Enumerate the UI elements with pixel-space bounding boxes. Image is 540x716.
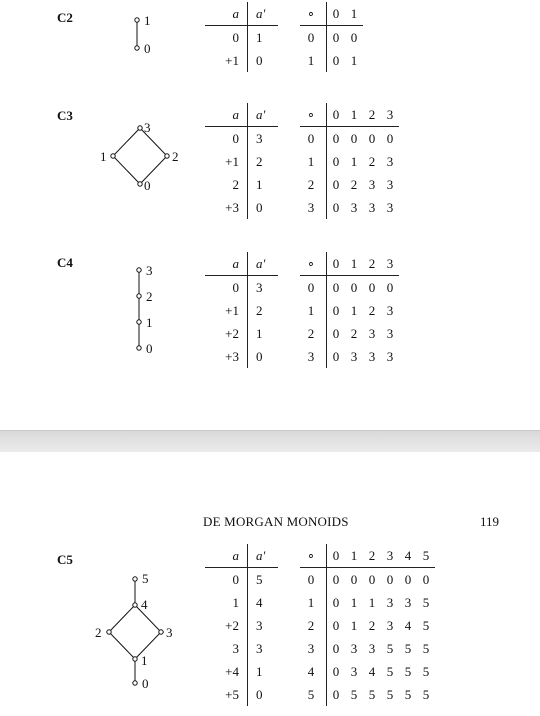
- negation-table-c3: [205, 103, 278, 219]
- mul-header: 2: [363, 544, 381, 568]
- neg-cell: 0: [205, 276, 248, 300]
- mul-cell: 1: [368, 594, 376, 610]
- mul-cell: 2: [300, 322, 327, 345]
- mul-cell: 1: [300, 49, 327, 72]
- mul-cell: 0: [368, 130, 376, 146]
- mul-cell: 5: [422, 594, 430, 610]
- hasse-node: [137, 320, 141, 324]
- mul-cell: 0: [300, 276, 327, 300]
- mul-cell: 0: [386, 571, 394, 587]
- neg-cell: +1: [205, 49, 248, 72]
- mul-cell: 0: [332, 153, 340, 169]
- mul-cell: 5: [422, 663, 430, 679]
- neg-cell: +5: [205, 683, 248, 706]
- hasse-label: 4: [141, 597, 148, 612]
- mul-cell: 0: [350, 571, 358, 587]
- hasse-diagram-c4: [128, 260, 168, 360]
- mul-cell: 3: [368, 176, 376, 192]
- mul-cell: 3: [368, 348, 376, 364]
- mul-header: ∘: [300, 103, 327, 127]
- mul-cell: 0: [332, 686, 340, 702]
- hasse-label: 0: [146, 341, 153, 356]
- neg-cell: 1: [256, 663, 263, 679]
- mul-cell: 3: [386, 153, 394, 169]
- mul-cell: 0: [300, 127, 327, 151]
- mul-cell: 3: [368, 325, 376, 341]
- neg-cell: +1: [205, 299, 248, 322]
- mul-cell: 1: [300, 591, 327, 614]
- neg-cell: 0: [205, 127, 248, 151]
- mul-cell: 0: [350, 130, 358, 146]
- mul-cell: 1: [350, 617, 358, 633]
- neg-cell: 1: [256, 176, 263, 192]
- hasse-node: [165, 154, 169, 158]
- hasse-node: [135, 46, 139, 50]
- mul-cell: 0: [332, 663, 340, 679]
- mul-cell: 1: [350, 153, 358, 169]
- neg-cell: 1: [256, 29, 263, 45]
- mul-header: 4: [399, 544, 417, 568]
- mul-cell: 2: [350, 325, 358, 341]
- neg-cell: 5: [256, 571, 263, 587]
- hasse-label: 3: [146, 263, 153, 278]
- neg-header: a: [205, 103, 248, 127]
- hasse-label: 0: [142, 676, 149, 691]
- neg-cell: 0: [256, 199, 263, 215]
- hasse-node: [133, 577, 137, 581]
- mul-cell: 0: [386, 130, 394, 146]
- neg-cell: 2: [205, 173, 248, 196]
- mul-cell: 0: [332, 29, 340, 45]
- hasse-label: 2: [146, 289, 153, 304]
- mul-cell: 3: [386, 348, 394, 364]
- negation-table-c5: [205, 544, 278, 706]
- algebra-label-c3: C3: [57, 108, 73, 123]
- hasse-label: 5: [142, 571, 149, 586]
- page-gap: [0, 430, 540, 453]
- neg-cell: 0: [256, 686, 263, 702]
- neg-header: a′: [248, 544, 279, 568]
- mul-cell: 0: [332, 571, 340, 587]
- mul-cell: 1: [350, 302, 358, 318]
- hasse-node: [107, 630, 111, 634]
- mul-cell: 0: [386, 279, 394, 295]
- mul-cell: 0: [422, 571, 430, 587]
- neg-header: a′: [248, 2, 279, 26]
- neg-header: a: [205, 252, 248, 276]
- page-number: 119: [480, 514, 500, 529]
- mul-cell: 2: [300, 614, 327, 637]
- mul-header: 1: [345, 544, 363, 568]
- mul-cell: 0: [332, 617, 340, 633]
- mul-cell: 0: [332, 52, 340, 68]
- mul-cell: 5: [404, 640, 412, 656]
- hasse-node: [133, 681, 137, 685]
- mul-header: 0: [327, 2, 346, 26]
- mul-cell: 5: [386, 663, 394, 679]
- mul-cell: 3: [350, 640, 358, 656]
- mul-cell: 4: [368, 663, 376, 679]
- neg-header: a′: [248, 103, 279, 127]
- mul-cell: 1: [350, 52, 358, 68]
- neg-cell: 0: [205, 26, 248, 50]
- neg-cell: 1: [256, 325, 263, 341]
- mul-cell: 1: [350, 594, 358, 610]
- mul-cell: 4: [404, 617, 412, 633]
- mul-cell: 3: [386, 325, 394, 341]
- mul-cell: 0: [368, 279, 376, 295]
- mul-header: 0: [327, 544, 346, 568]
- mul-header: 3: [381, 103, 399, 127]
- neg-cell: +3: [205, 345, 248, 368]
- hasse-node: [137, 346, 141, 350]
- mul-cell: 0: [332, 325, 340, 341]
- mul-header: 1: [345, 252, 363, 276]
- mul-header: 3: [381, 544, 399, 568]
- running-head: DE MORGAN MONOIDS: [203, 514, 349, 529]
- neg-cell: 0: [256, 348, 263, 364]
- mul-cell: 5: [422, 617, 430, 633]
- mul-cell: 5: [350, 686, 358, 702]
- mul-cell: 3: [386, 199, 394, 215]
- mul-cell: 5: [368, 686, 376, 702]
- mul-cell: 5: [386, 640, 394, 656]
- mul-cell: 3: [404, 594, 412, 610]
- mul-cell: 0: [350, 29, 358, 45]
- algebra-label-c4: C4: [57, 255, 73, 270]
- mul-cell: 0: [404, 571, 412, 587]
- hasse-label: 0: [144, 41, 151, 56]
- mul-cell: 3: [386, 302, 394, 318]
- neg-cell: 3: [256, 130, 263, 146]
- hasse-node: [135, 18, 139, 22]
- neg-cell: 2: [256, 153, 263, 169]
- mul-header: 1: [345, 2, 363, 26]
- mul-cell: 2: [368, 153, 376, 169]
- neg-cell: +4: [205, 660, 248, 683]
- hasse-label: 1: [141, 653, 148, 668]
- negation-table-c4: [205, 252, 278, 368]
- neg-cell: 3: [256, 617, 263, 633]
- hasse-label: 1: [146, 315, 153, 330]
- neg-cell: +2: [205, 322, 248, 345]
- mul-cell: 5: [422, 686, 430, 702]
- mul-cell: 0: [332, 199, 340, 215]
- mul-cell: 5: [404, 686, 412, 702]
- mul-header: 2: [363, 252, 381, 276]
- mul-cell: 0: [332, 302, 340, 318]
- mul-header: ∘: [300, 2, 327, 26]
- mul-cell: 3: [350, 348, 358, 364]
- mul-cell: 0: [332, 130, 340, 146]
- hasse-node: [137, 268, 141, 272]
- mul-cell: 0: [332, 594, 340, 610]
- neg-cell: 3: [205, 637, 248, 660]
- mul-cell: 3: [350, 199, 358, 215]
- neg-cell: 0: [205, 568, 248, 592]
- mul-header: 0: [327, 252, 346, 276]
- hasse-node: [133, 657, 137, 661]
- hasse-label: 1: [100, 149, 107, 164]
- mul-header: 1: [345, 103, 363, 127]
- mul-cell: 3: [368, 640, 376, 656]
- neg-header: a: [205, 544, 248, 568]
- mul-cell: 1: [300, 150, 327, 173]
- neg-header: a′: [248, 252, 279, 276]
- neg-cell: 1: [205, 591, 248, 614]
- product-table-c5: [300, 544, 435, 706]
- mul-cell: 0: [332, 348, 340, 364]
- product-table-c4: [300, 252, 399, 368]
- neg-header: a: [205, 2, 248, 26]
- hasse-node: [138, 182, 142, 186]
- hasse-node: [111, 154, 115, 158]
- mul-cell: 3: [368, 199, 376, 215]
- mul-cell: 0: [350, 279, 358, 295]
- mul-cell: 2: [350, 176, 358, 192]
- mul-header: 2: [363, 103, 381, 127]
- mul-cell: 2: [300, 173, 327, 196]
- mul-cell: 0: [300, 568, 327, 592]
- hasse-node: [133, 603, 137, 607]
- hasse-label: 0: [144, 178, 151, 193]
- product-table-c3: [300, 103, 399, 219]
- neg-cell: +3: [205, 196, 248, 219]
- mul-header: 5: [417, 544, 435, 568]
- hasse-node: [138, 126, 142, 130]
- hasse-node: [137, 294, 141, 298]
- mul-cell: 0: [332, 640, 340, 656]
- mul-cell: 3: [386, 594, 394, 610]
- product-table-c2: [300, 2, 363, 72]
- hasse-node: [159, 630, 163, 634]
- mul-header: ∘: [300, 252, 327, 276]
- neg-cell: 0: [256, 52, 263, 68]
- hasse-diagram-c2: [125, 12, 165, 57]
- hasse-diagram-c3: [95, 118, 185, 198]
- mul-cell: 3: [300, 196, 327, 219]
- mul-cell: 0: [332, 176, 340, 192]
- mul-cell: 3: [350, 663, 358, 679]
- neg-cell: 4: [256, 594, 263, 610]
- neg-cell: +2: [205, 614, 248, 637]
- mul-cell: 0: [300, 26, 327, 50]
- hasse-label: 3: [166, 625, 173, 640]
- mul-cell: 3: [386, 176, 394, 192]
- neg-cell: +1: [205, 150, 248, 173]
- mul-cell: 2: [368, 617, 376, 633]
- mul-cell: 0: [332, 279, 340, 295]
- negation-table-c2: [205, 2, 278, 72]
- mul-header: 3: [381, 252, 399, 276]
- neg-cell: 2: [256, 302, 263, 318]
- neg-cell: 3: [256, 640, 263, 656]
- mul-cell: 5: [404, 663, 412, 679]
- mul-cell: 5: [386, 686, 394, 702]
- mul-header: 0: [327, 103, 346, 127]
- hasse-label: 1: [144, 13, 151, 28]
- hasse-label: 2: [172, 149, 179, 164]
- mul-cell: 3: [300, 345, 327, 368]
- mul-cell: 5: [422, 640, 430, 656]
- hasse-diagram-c5: [88, 567, 188, 697]
- mul-cell: 2: [368, 302, 376, 318]
- page-bottom: [0, 452, 540, 716]
- algebra-label-c2: C2: [57, 10, 73, 25]
- hasse-label: 2: [95, 625, 102, 640]
- algebra-label-c5: C5: [57, 552, 73, 567]
- mul-cell: 4: [300, 660, 327, 683]
- mul-header: ∘: [300, 544, 327, 568]
- mul-cell: 5: [300, 683, 327, 706]
- mul-cell: 3: [386, 617, 394, 633]
- neg-cell: 3: [256, 279, 263, 295]
- mul-cell: 3: [300, 637, 327, 660]
- hasse-label: 3: [144, 120, 151, 135]
- mul-cell: 0: [368, 571, 376, 587]
- mul-cell: 1: [300, 299, 327, 322]
